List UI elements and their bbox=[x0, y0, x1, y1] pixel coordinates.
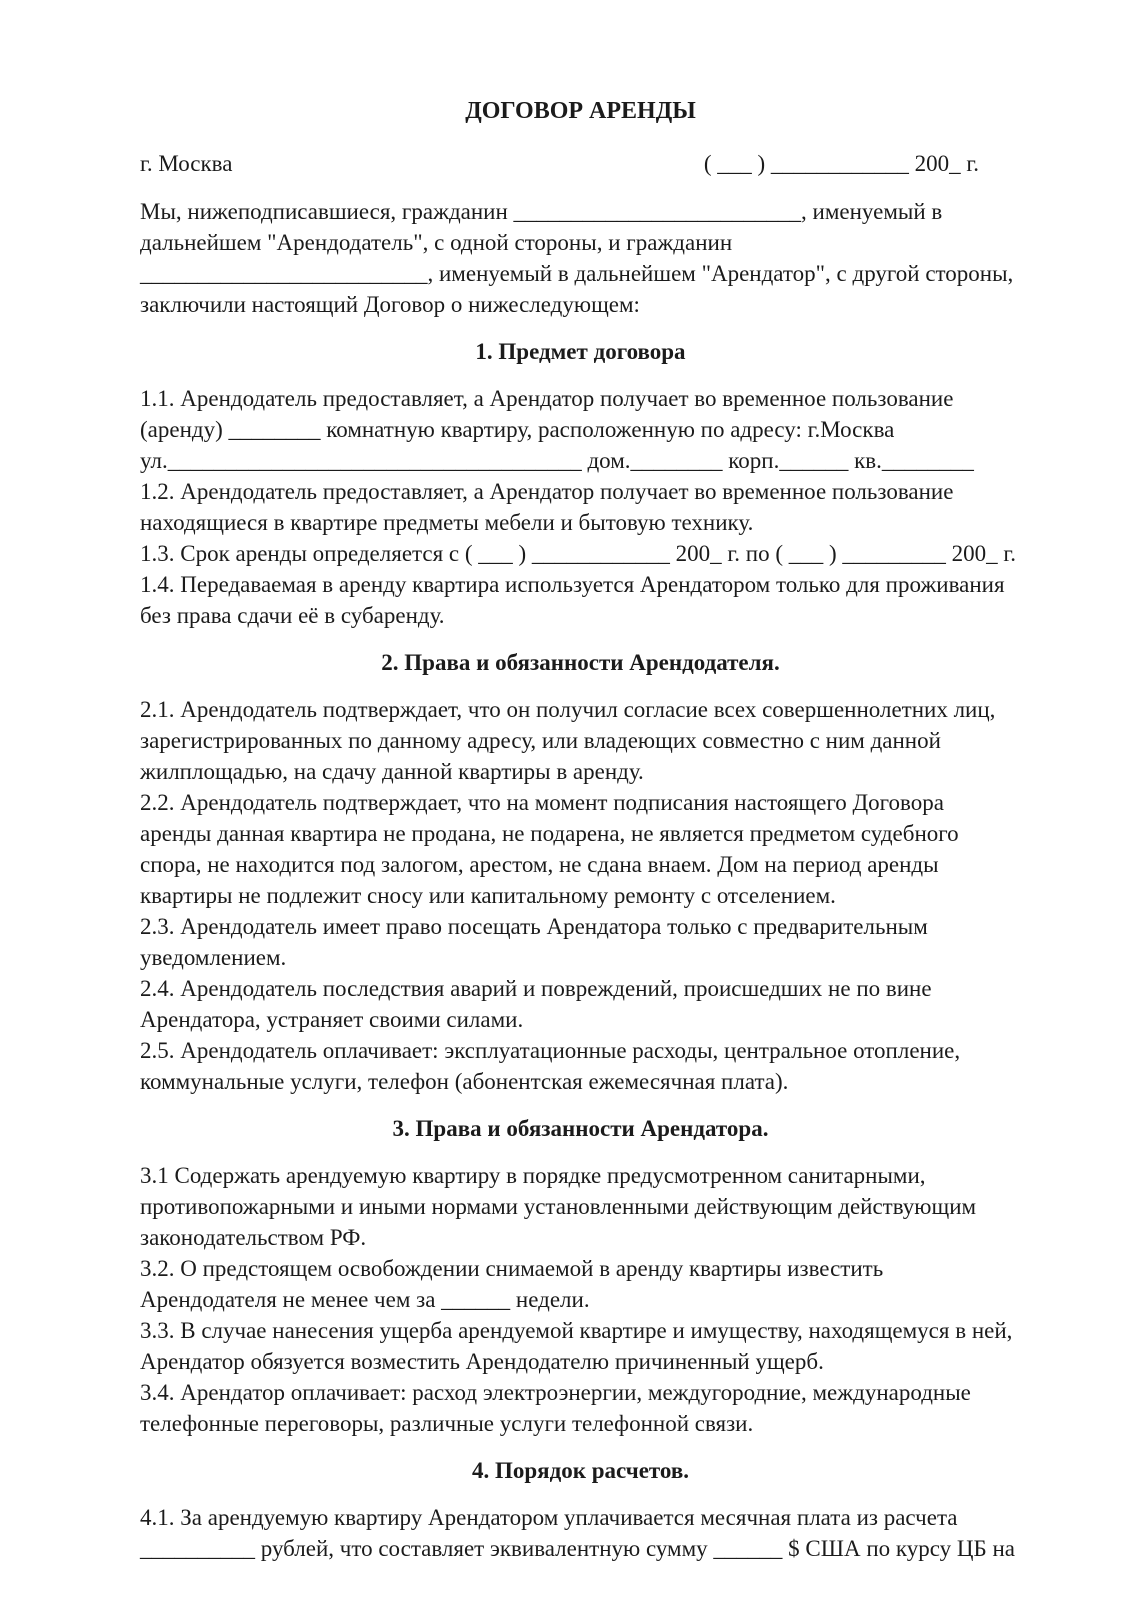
clause-1-3: 1.3. Срок аренды определяется с ( ___ ) ____________ 200_ г. по ( ___ ) _________ 200_ г. bbox=[140, 541, 1016, 566]
city-label: г. Москва bbox=[140, 151, 233, 176]
date-fill-in-blank: ( ___ ) ____________ 200_ г. bbox=[703, 151, 979, 176]
clause-2-2: 2.2. Арендодатель подтверждает, что на момент подписания настоящего Договора аренды данная квартира не продана, не подарена, не является предметом судебного спора, не находится под залогом, арестом, не сдана внаем. Дом на период аренды квартиры не подлежит сносу или капитальному ремонту с отселением. bbox=[140, 790, 959, 908]
clause-2-3: 2.3. Арендодатель имеет право посещать Арендатора только с предварительным уведомлением. bbox=[140, 914, 928, 970]
clause-2-4: 2.4. Арендодатель последствия аварий и повреждений, происшедших не по вине Арендатора, устраняет своими силами. bbox=[140, 976, 932, 1032]
intro-paragraph: Мы, нижеподписавшиеся, гражданин _________________________, именуемый в дальнейшем "Арендодатель", с одной стороны, и гражданин _________________________, именуемый в дальнейшем "Арендатор", с другой стороны, заключили настоящий Договор о нижеследующем: bbox=[140, 199, 1014, 317]
section-3-title: 3. Права и обязанности Арендатора. bbox=[392, 1116, 769, 1141]
clause-4-1: 4.1. За арендуемую квартиру Арендатором уплачивается месячная плата из расчета __________ рублей, что составляет эквивалентную сумму ______ $ США по курсу ЦБ на bbox=[140, 1505, 1015, 1561]
section-1-title: 1. Предмет договора bbox=[475, 339, 686, 364]
clause-3-4: 3.4. Арендатор оплачивает: расход электроэнергии, междугородние, международные телефонные переговоры, различные услуги телефонной связи. bbox=[140, 1380, 971, 1436]
clause-2-5: 2.5. Арендодатель оплачивает: эксплуатационные расходы, центральное отопление, коммунальные услуги, телефон (абонентская ежемесячная плата). bbox=[140, 1038, 961, 1094]
clause-1-1: 1.1. Арендодатель предоставляет, а Арендатор получает во временное пользование (аренду) ________ комнатную квартиру, расположенную по адресу: г.Москва ул.____________________________________ дом.________ корп.______ кв.________ bbox=[140, 386, 974, 473]
clause-3-3: 3.3. В случае нанесения ущерба арендуемой квартире и имуществу, находящемуся в ней, Арендатор обязуется возместить Арендодателю причиненный ущерб. bbox=[140, 1318, 1013, 1374]
section-2-title: 2. Права и обязанности Арендодателя. bbox=[381, 650, 780, 675]
city-date-line bbox=[140, 148, 1021, 179]
clause-2-1: 2.1. Арендодатель подтверждает, что он получил согласие всех совершеннолетних лиц, зарегистрированных по данному адресу, или владеющих совместно с ним данной жилплощадью, на сдачу данной квартиры в аренду. bbox=[140, 697, 996, 784]
clause-3-2: 3.2. О предстоящем освобождении снимаемой в аренду квартиры известить Арендодателя не менее чем за ______ недели. bbox=[140, 1256, 884, 1312]
document-title: ДОГОВОР АРЕНДЫ bbox=[465, 98, 696, 124]
clause-1-4: 1.4. Передаваемая в аренду квартира используется Арендатором только для проживания без права сдачи её в субаренду. bbox=[140, 572, 1005, 628]
clause-1-2: 1.2. Арендодатель предоставляет, а Арендатор получает во временное пользование находящиеся в квартире предметы мебели и бытовую технику. bbox=[140, 479, 954, 535]
clause-3-1: 3.1 Содержать арендуемую квартиру в порядке предусмотренном санитарными, противопожарными и иными нормами установленными действующим действующим законодательством РФ. bbox=[140, 1163, 977, 1250]
section-4-title: 4. Порядок расчетов. bbox=[471, 1458, 690, 1483]
